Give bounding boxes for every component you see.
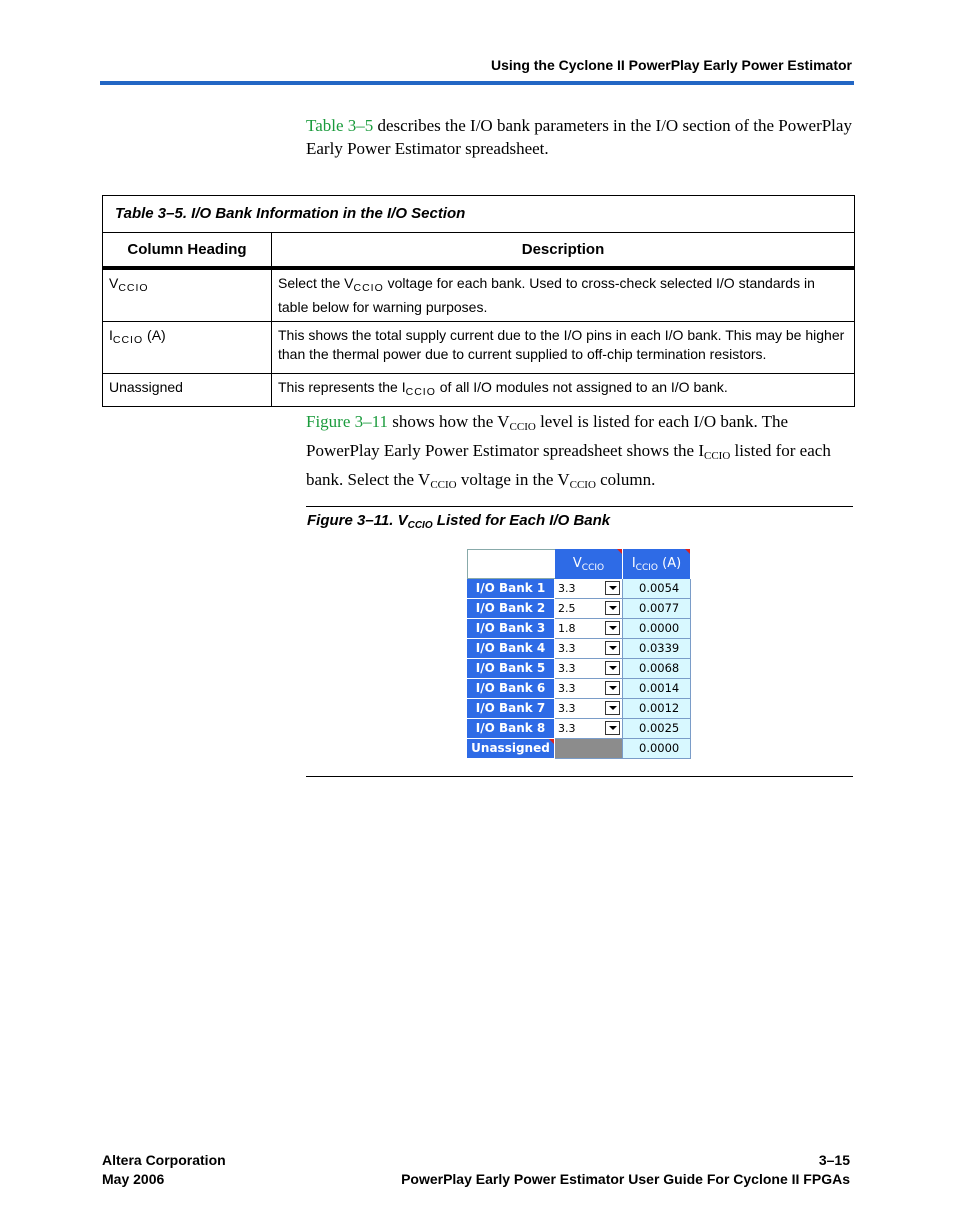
io-bank-row	[467, 659, 691, 679]
io-bank-label: I/O Bank 8	[467, 719, 555, 739]
io-bank-row	[467, 719, 691, 739]
intro-text: describes the I/O bank parameters in the I/O section of the PowerPlay Early Power Estimator spreadsheet.	[306, 116, 852, 158]
vccio-select[interactable]	[555, 619, 623, 639]
row-heading: $I_{CCIO}$ (A)	[103, 322, 272, 373]
spreadsheet-header-row	[467, 549, 691, 579]
vccio-select[interactable]	[555, 659, 623, 679]
footer-left	[102, 1151, 226, 1189]
io-bank-label: I/O Bank 2	[467, 599, 555, 619]
header-rule	[100, 81, 854, 85]
io-bank-table	[102, 195, 855, 407]
unassigned-vccio-cell	[555, 739, 623, 759]
vccio-value: 3.3	[558, 582, 576, 595]
vccio-select[interactable]	[555, 679, 623, 699]
figure-rule-bottom	[306, 776, 853, 777]
vccio-select[interactable]	[555, 639, 623, 659]
table-row	[103, 374, 854, 406]
iccio-value: 0.0025	[623, 719, 691, 739]
vccio-select[interactable]	[555, 599, 623, 619]
row-description: This shows the total supply current due to the I/O pins in each I/O bank. This may be higher than the thermal power due to current supplied to off-chip termination resistors.	[278, 327, 845, 362]
footer-company: Altera Corporation	[102, 1152, 226, 1168]
vccio-column-header: $V_{CCIO}$	[555, 549, 623, 579]
row-description: This represents the $I_{CCIO}$ of all I/O modules not assigned to an I/O bank.	[278, 379, 728, 398]
vccio-spreadsheet	[467, 549, 691, 759]
vccio-value: 3.3	[558, 642, 576, 655]
table-header-row	[103, 233, 854, 270]
iccio-value: 0.0014	[623, 679, 691, 699]
row-description: Select the $V_{CCIO}$ voltage for each bank. Used to cross-check selected I/O standards in table below for warning purposes.	[278, 275, 815, 315]
io-bank-label: I/O Bank 7	[467, 699, 555, 719]
io-bank-label: I/O Bank 1	[467, 579, 555, 599]
dropdown-arrow-icon[interactable]	[605, 581, 620, 595]
intro-paragraph	[306, 114, 854, 160]
unassigned-iccio-value: 0.0000	[623, 739, 691, 759]
io-bank-label: I/O Bank 4	[467, 639, 555, 659]
io-bank-row	[467, 699, 691, 719]
io-bank-row	[467, 639, 691, 659]
footer-date: May 2006	[102, 1171, 165, 1187]
io-bank-row	[467, 579, 691, 599]
io-bank-row	[467, 599, 691, 619]
figure-intro-paragraph: Figure 3–11 shows how the $V_{CCIO}$ level is listed for each I/O bank. The PowerPlay Early Power Estimator spreadsheet shows the $I_{CCIO}$ listed for each bank. Select the $V_{CCIO}$ voltage in the $V_{CCIO}$ column.	[306, 412, 831, 491]
dropdown-arrow-icon[interactable]	[605, 621, 620, 635]
iccio-column-header: $I_{CCIO}$ (A)	[623, 549, 691, 579]
vccio-value: 2.5	[558, 602, 576, 615]
corner-cell	[467, 549, 555, 579]
dropdown-arrow-icon[interactable]	[605, 721, 620, 735]
iccio-value: 0.0068	[623, 659, 691, 679]
iccio-value: 0.0054	[623, 579, 691, 599]
vccio-value: 3.3	[558, 682, 576, 695]
dropdown-arrow-icon[interactable]	[605, 701, 620, 715]
vccio-value: 1.8	[558, 622, 576, 635]
table-reference-link[interactable]: Table 3–5	[306, 116, 374, 135]
description-header: Description	[521, 241, 605, 258]
vccio-value: 3.3	[558, 662, 576, 675]
figure-reference-link[interactable]: Figure 3–11	[306, 412, 389, 431]
io-bank-label: I/O Bank 3	[467, 619, 555, 639]
column-heading-header: Column Heading	[103, 233, 272, 266]
running-header: Using the Cyclone II PowerPlay Early Power Estimator	[490, 57, 852, 73]
vccio-value: 3.3	[558, 702, 576, 715]
dropdown-arrow-icon[interactable]	[605, 661, 620, 675]
footer-guide-title: PowerPlay Early Power Estimator User Guide For Cyclone II FPGAs	[401, 1171, 850, 1187]
figure-caption: Figure 3–11. $V_{CCIO}$ Listed for Each I/O Bank	[307, 512, 611, 531]
vccio-value: 3.3	[558, 722, 576, 735]
figure-rule-top	[306, 506, 853, 507]
io-bank-label: I/O Bank 5	[467, 659, 555, 679]
table-caption: Table 3–5. I/O Bank Information in the I/O Section	[103, 196, 854, 233]
footer-page-number: 3–15	[818, 1152, 850, 1168]
iccio-value: 0.0077	[623, 599, 691, 619]
table-row	[103, 322, 854, 374]
row-heading: $V_{CCIO}$	[103, 270, 272, 321]
row-heading: Unassigned	[103, 374, 272, 406]
footer-right	[401, 1151, 850, 1189]
table-row	[103, 270, 854, 322]
dropdown-arrow-icon[interactable]	[605, 641, 620, 655]
iccio-value: 0.0000	[623, 619, 691, 639]
dropdown-arrow-icon[interactable]	[605, 601, 620, 615]
unassigned-label: Unassigned	[467, 739, 555, 759]
iccio-value: 0.0339	[623, 639, 691, 659]
io-bank-row	[467, 619, 691, 639]
unassigned-row	[467, 739, 691, 759]
dropdown-arrow-icon[interactable]	[605, 681, 620, 695]
vccio-select[interactable]	[555, 719, 623, 739]
io-bank-row	[467, 679, 691, 699]
io-bank-label: I/O Bank 6	[467, 679, 555, 699]
iccio-value: 0.0012	[623, 699, 691, 719]
vccio-select[interactable]	[555, 579, 623, 599]
vccio-select[interactable]	[555, 699, 623, 719]
